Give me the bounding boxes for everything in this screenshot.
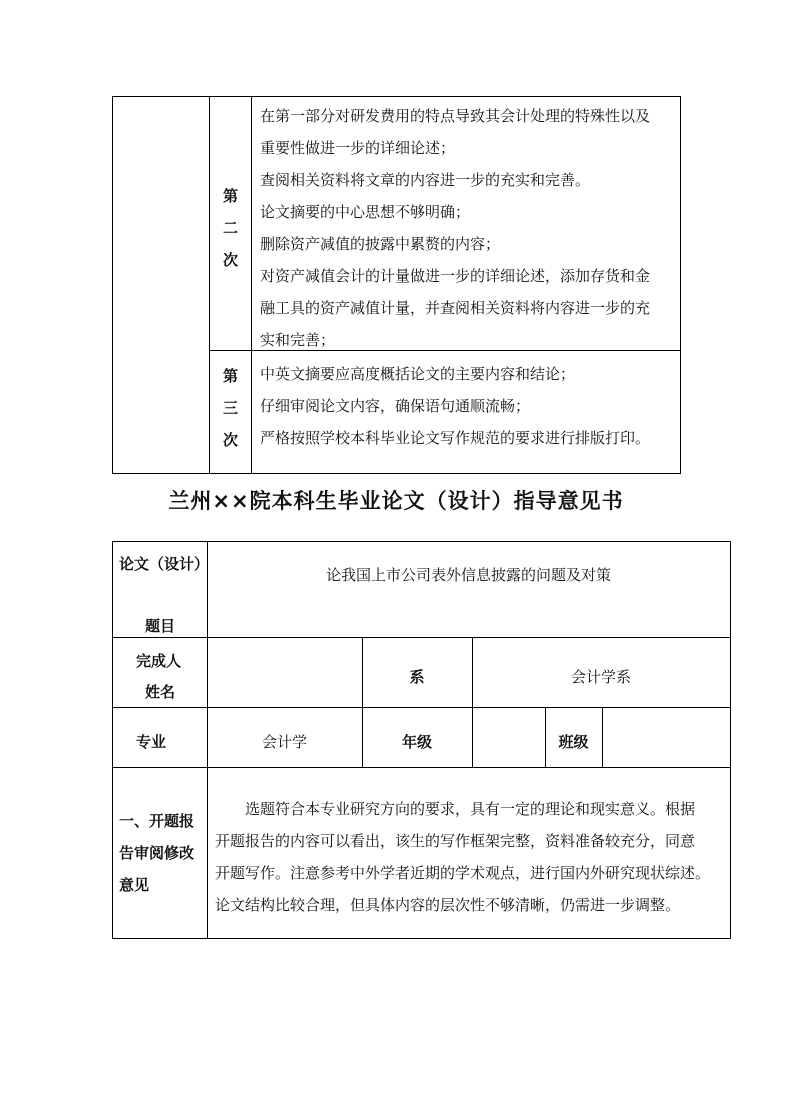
form-border-row3-d: [602, 707, 603, 767]
round-3-label-char: 次: [223, 431, 239, 449]
table-border-bottom: [112, 473, 681, 474]
opening-review-label-line: 一、开题报: [119, 812, 195, 830]
form-border-bottom: [112, 938, 731, 939]
comment-line: 查阅相关资料将文章的内容进一步的充实和完善。: [260, 171, 591, 189]
comment-line: 实和完善；: [260, 331, 336, 349]
comment-line: 中英文摘要应高度概括论文的主要内容和结论；: [260, 365, 576, 383]
table-border-left: [112, 96, 113, 474]
round-2-label-char: 第: [223, 187, 239, 205]
review-comment-line: 开题写作。注意参考中外学者近期的学术观点，进行国内外研究现状综述。: [215, 864, 711, 882]
round-2-label-char: 二: [223, 219, 239, 237]
review-comment-line: 开题报告的内容可以看出，该生的写作框架完整，资料准备较充分，同意: [215, 832, 696, 850]
thesis-title-label-2: 题目: [145, 617, 176, 635]
opening-review-label-line: 意见: [119, 876, 150, 894]
comment-line: 仔细审阅论文内容，确保语句通顺流畅；: [260, 397, 531, 415]
table-border-middle: [209, 350, 681, 351]
review-comment-line: 论文结构比较合理，但具体内容的层次性不够清晰，仍需进一步调整。: [215, 896, 681, 914]
comment-line: 融工具的资产减值计量，并查阅相关资料将内容进一步的充: [260, 299, 651, 317]
department-label: 系: [409, 668, 425, 686]
author-label: 完成人: [136, 652, 182, 670]
table-border-right: [680, 96, 681, 474]
form-border-row3: [112, 767, 731, 768]
major-label: 专业: [136, 733, 167, 751]
department-value: 会计学系: [570, 668, 631, 686]
round-2-label-char: 次: [223, 251, 239, 269]
form-border-top: [112, 541, 731, 542]
round-3-label-char: 第: [223, 367, 239, 385]
table-border-col1: [209, 96, 210, 474]
class-label: 班级: [558, 733, 589, 751]
comment-line: 在第一部分对研发费用的特点导致其会计处理的特殊性以及: [260, 107, 651, 125]
document-title: 兰州××院本科生毕业论文（设计）指导意见书: [168, 489, 624, 513]
form-border-row3-b: [472, 707, 473, 767]
table-border-top: [112, 96, 681, 97]
comment-line: 删除资产减值的披露中累赘的内容；: [260, 235, 501, 253]
form-border-left: [112, 541, 113, 939]
thesis-title-label: 论文（设计）: [119, 555, 210, 573]
opening-review-label-line: 告审阅修改: [119, 844, 195, 862]
form-border-row1: [112, 637, 731, 638]
comment-line: 对资产减值会计的计量做进一步的详细论述，添加存货和金: [260, 267, 651, 285]
comment-line: 重要性做进一步的详细论述；: [260, 139, 456, 157]
major-value: 会计学: [261, 733, 307, 751]
review-comment-line: 选题符合本专业研究方向的要求，具有一定的理论和现实意义。根据: [215, 800, 696, 818]
form-border-row2: [112, 707, 731, 708]
author-label-2: 姓名: [145, 683, 176, 701]
round-3-label-char: 三: [223, 399, 239, 417]
grade-label: 年级: [401, 733, 432, 751]
comment-line: 严格按照学校本科毕业论文写作规范的要求进行排版打印。: [260, 429, 651, 447]
form-border-right: [730, 541, 731, 939]
table-border-col2: [251, 96, 252, 474]
thesis-title-value: 论我国上市公司表外信息披露的问题及对策: [325, 566, 611, 584]
comment-line: 论文摘要的中心思想不够明确；: [260, 203, 471, 221]
